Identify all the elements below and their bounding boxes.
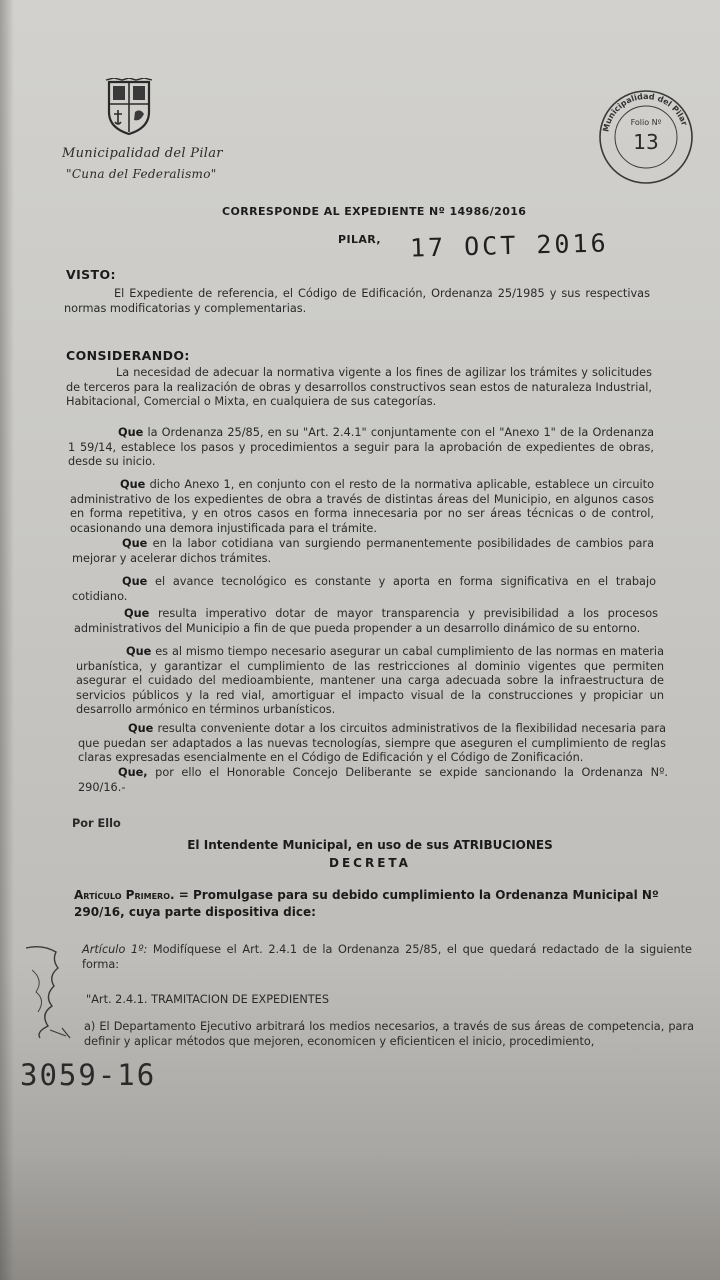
decreta-heading: DECRETA (329, 856, 411, 870)
item-lead: Que, (118, 766, 148, 779)
municipality-name: Municipalidad del Pilar (62, 146, 223, 161)
articulo-primero (74, 887, 692, 921)
stamp-folio-label: Folio Nº (630, 118, 662, 127)
date-stamp: 17 OCT 2016 (409, 228, 609, 263)
coat-of-arms-icon (104, 78, 154, 136)
articulo-item-a: a) El Departamento Ejecutivo arbitrará los medios necesarios, a través de sus áreas de competencia, para definir y aplicar métodos que mejoren, economicen y eficienticen el inicio, procedimiento, (84, 1020, 694, 1048)
articulo-1-text: Modifíquese el Art. 2.4.1 de la Ordenanza 25/85, el que quedará redactado de la siguiente forma: (82, 943, 692, 971)
municipality-motto: "Cuna del Federalismo" (66, 167, 217, 181)
item-text: dicho Anexo 1, en conjunto con el resto de la normativa aplicable, establece un circuito administrativo de los expedientes de obra a través de distintas áreas del Municipio, en algunos casos en forma repetitiva, y en otros casos en forma innecesaria por no ser áreas técnicas o de control, ocasionando una demora injustificada para el trámite. (70, 478, 655, 535)
considerando-item (72, 537, 654, 566)
item-lead: Que (128, 722, 154, 735)
visto-heading: VISTO: (66, 267, 116, 282)
articulo-primero-text: Promulgase para su debido cumplimiento la Ordenanza Municipal Nº 290/16, cuya parte dispositiva dice: (74, 888, 659, 919)
item-text: por ello el Honorable Concejo Deliberante se expide sancionando la Ordenanza Nº. 290/16.- (78, 766, 668, 794)
expediente-reference (222, 205, 526, 218)
item-text: el avance tecnológico es constante y aporta en forma significativa en el trabajo cotidiano. (72, 575, 657, 603)
considerando-item (74, 607, 658, 636)
item-lead: Que (120, 478, 146, 491)
item-lead: Que (122, 537, 148, 550)
item-text: resulta conveniente dotar a los circuitos administrativos de la flexibilidad necesaria para que puedan ser adaptados a las nuevas tecnologías, siempre que aseguren el cumplimiento de reglas claras expresadas esencialmente en el Código de Edificación y el Código de Zonificación. (78, 722, 666, 764)
item-text: la Ordenanza 25/85, en su "Art. 2.4.1" conjuntamente con el "Anexo 1" de la Ordenanza 1 59/14, establece los pasos y procedimientos a seguir para la aprobación de expedientes de obras, desde su inicio. (68, 426, 654, 468)
articulo-primero-label: Artículo Primero. = (74, 888, 189, 902)
intendente-heading: El Intendente Municipal, en uso de sus ATRIBUCIONES (187, 838, 553, 852)
considerando-intro: La necesidad de adecuar la normativa vigente a los fines de agilizar los trámites y solicitudes de terceros para la realización de obras y desarrollos constructivos sean estos de naturaleza Industrial, Habitacional, Comercial o Mixta, en cualquiera de sus categorías. (66, 366, 652, 408)
considerando-item (68, 426, 654, 470)
page-shadow (0, 0, 14, 1280)
considerando-heading: CONSIDERANDO: (66, 348, 190, 363)
place-label: PILAR, (338, 233, 381, 246)
considerando-item (76, 645, 664, 718)
por-ello: Por Ello (72, 817, 121, 830)
expediente-number: 14986/2016 (449, 205, 527, 218)
visto-text: El Expediente de referencia, el Código de Edificación, Ordenanza 25/1985 y sus respectivas normas modificatorias y complementarias. (64, 287, 650, 315)
articulo-1-label: Artículo 1º: (82, 943, 148, 956)
item-lead: Que (124, 607, 150, 620)
considerando-item (72, 575, 656, 604)
document-number: 3059-16 (20, 1058, 157, 1092)
considerando-item (78, 766, 668, 795)
item-text: en la labor cotidiana van surgiendo permanentemente posibilidades de cambios para mejorar y acelerar dichos trámites. (72, 537, 654, 565)
item-text: resulta imperativo dotar de mayor transparencia y previsibilidad a los procesos administrativos del Municipio a fin de que pueda propender a un desarrollo dinámico de su entorno. (74, 607, 659, 635)
considerando-item (78, 722, 666, 766)
item-lead: Que (122, 575, 148, 588)
articulo-subtitle: "Art. 2.4.1. TRAMITACION DE EXPEDIENTES (86, 993, 329, 1006)
articulo-1 (82, 943, 692, 972)
signature-scribble (22, 940, 82, 1040)
stamp-ring-text: Municipalidad del Pilar (601, 91, 690, 133)
item-lead: Que (118, 426, 144, 439)
expediente-label: CORRESPONDE AL EXPEDIENTE Nº (222, 205, 446, 218)
item-text: es al mismo tiempo necesario asegurar un cabal cumplimiento de las normas en materia urbanística, y garantizar el cumplimiento de las restricciones al dominio vigentes que permiten asegurar el cuidado del medioambiente, mantener una carga adecuada sobre la infraestructura de servicios públicos y la red vial, amortiguar el impacto visual de la construcciones y propiciar un desarrollo armónico en términos urbanísticos. (76, 645, 664, 716)
item-lead: Que (126, 645, 152, 658)
folio-stamp (596, 87, 696, 187)
considerando-item (70, 478, 654, 536)
stamp-folio-number: 13 (633, 130, 659, 154)
